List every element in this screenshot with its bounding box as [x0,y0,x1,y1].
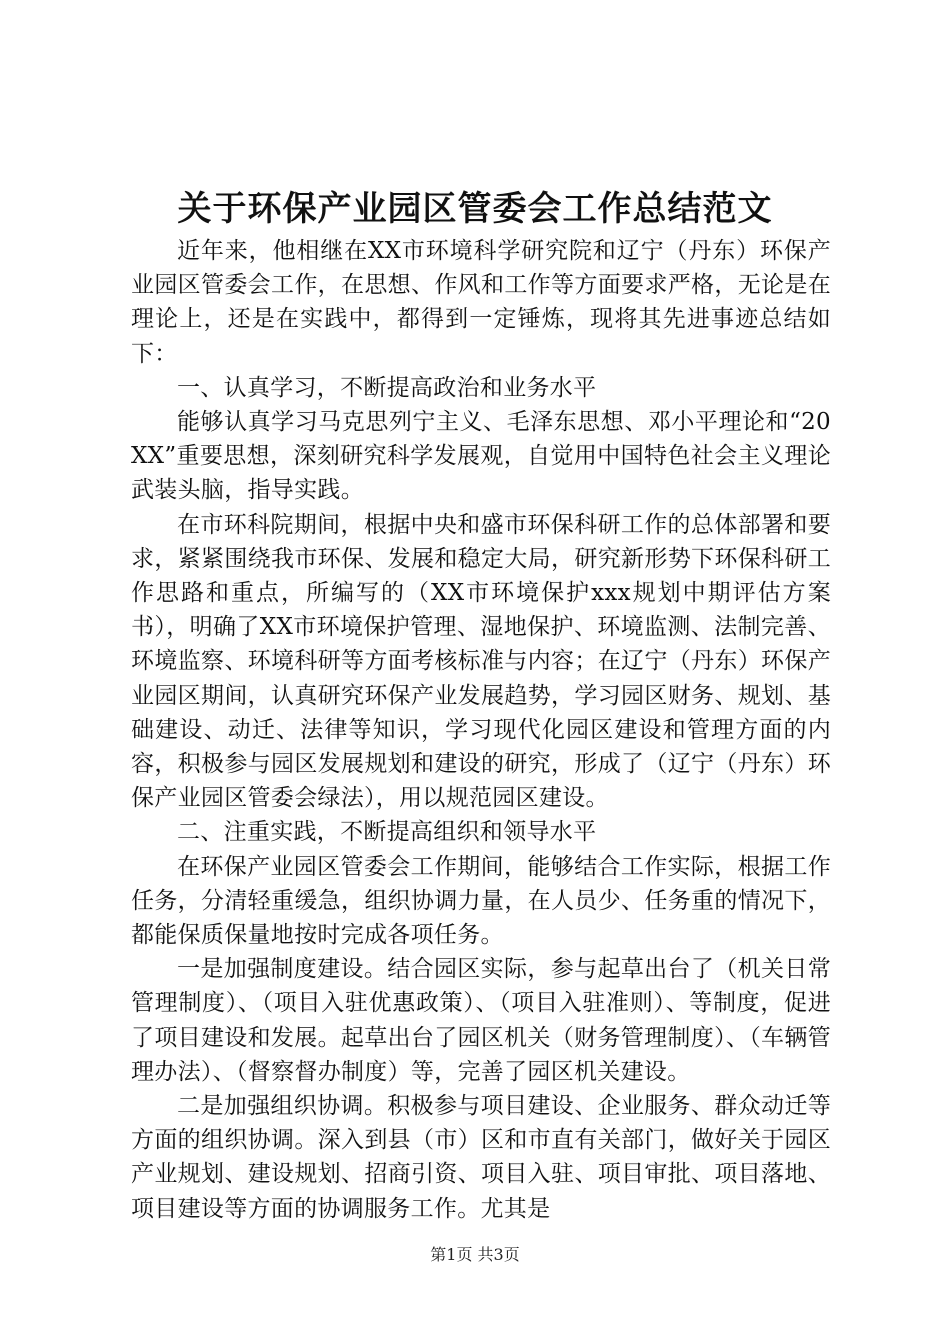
paragraph-practice: 在环保产业园区管委会工作期间，能够结合工作实际，根据工作任务，分清轻重缓急，组织协调力量，在人员少、任务重的情况下，都能保质保量地按时完成各项任务。 [131,853,831,949]
document-body [131,234,831,1226]
document-title: 关于环保产业园区管委会工作总结范文 [177,189,773,229]
paragraph-system-building: 一是加强制度建设。结合园区实际，参与起草出台了（机关日常管理制度）、（项目入驻优惠政策）、（项目入驻准则）、等制度，促进了项目建设和发展。起草出台了园区机关（财务管理制度）、（车辆管理办法）、（督察督办制度）等，完善了园区机关建设。 [131,956,831,1085]
paragraph-intro: 近年来，他相继在XX市环境科学研究院和辽宁（丹东）环保产业园区管委会工作，在思想、作风和工作等方面要求严格，无论是在理论上，还是在实践中，都得到一定锤炼，现将其先进事迹总结如下： [131,238,831,367]
section-heading-2: 二、注重实践，不断提高组织和领导水平 [177,819,597,846]
paragraph-study: 能够认真学习马克思列宁主义、毛泽东思想、邓小平理论和“20XX”重要思想，深刻研究科学发展观，自觉用中国特色社会主义理论武装头脑，指导实践。 [131,409,831,504]
page-footer: 第1页 共3页 [430,1245,520,1264]
paragraph-research: 在市环科院期间，根据中央和盛市环保科研工作的总体部署和要求，紧紧围绕我市环保、发展和稳定大局，研究新形势下环保科研工作思路和重点，所编写的（XX市环境保护xxx规划中期评估方案书），明确了XX市环境保护管理、湿地保护、环境监测、法制完善、环境监察、环境科研等方面考核标准与内容；在辽宁（丹东）环保产业园区期间，认真研究环保产业发展趋势，学习园区财务、规划、基础建设、动迁、法律等知识，学习现代化园区建设和管理方面的内容，积极参与园区发展规划和建设的研究，形成了（辽宁（丹东）环保产业园区管委会绿法），用以规范园区建设。 [131,511,831,812]
section-heading-1: 一、认真学习，不断提高政治和业务水平 [177,374,597,401]
paragraph-coordination: 二是加强组织协调。积极参与项目建设、企业服务、群众动迁等方面的组织协调。深入到县（市）区和市直有关部门，做好关于园区产业规划、建设规划、招商引资、项目入驻、项目审批、项目落地、项目建设等方面的协调服务工作。尤其是 [131,1093,831,1222]
